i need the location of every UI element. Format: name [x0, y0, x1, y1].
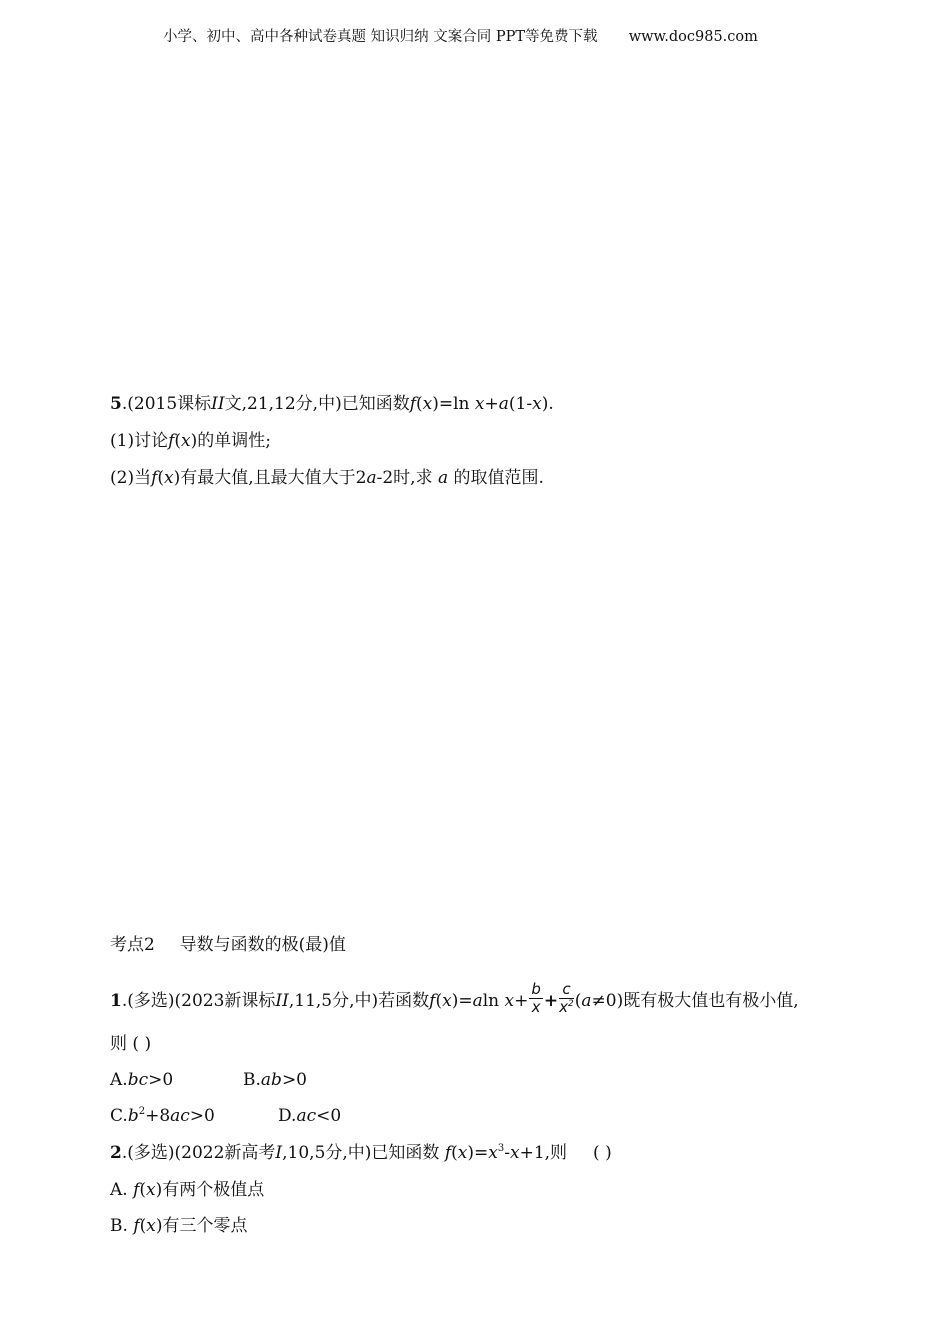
q5-x3: x: [532, 394, 542, 414]
q1-option-a-label: A.: [110, 1070, 128, 1090]
q1-fraction-c-over-x2: [559, 981, 574, 1016]
q5-part2: (2)当f(x)有最大值,且最大值大于2a-2时,求 a 的取值范围.: [110, 468, 544, 488]
q1-x: x: [442, 991, 452, 1011]
q2-option-a-f: f: [133, 1180, 140, 1200]
q5-eq: )=ln: [432, 394, 475, 414]
q1-source-post: ,11,5分,中)若函数: [288, 991, 430, 1011]
q5-f: f: [409, 394, 416, 414]
q1-roman: II: [275, 991, 289, 1011]
q5-x: x: [422, 394, 433, 414]
q1-cond: ≠0)既有极大值也有极小值,: [591, 991, 799, 1011]
q1-plus: +: [514, 991, 529, 1011]
q1-source: .(多选)(2023新课标: [121, 991, 276, 1011]
q1-frac1-num: b: [531, 980, 541, 998]
q5-part2-x: x: [164, 468, 174, 488]
q1-stem: 1.(多选)(2023新课标II,11,5分,中)若函数f(x)=aln x+ $\frac{b}{x}$ + $\frac{c}{x^2}$ (a≠0)既有极大值也有极小值,: [110, 980, 799, 1016]
q1-fraction-b-over-x: [529, 981, 543, 1016]
q5-part2-mid2: -2时,求: [376, 468, 433, 488]
q1-option-c: [110, 1108, 215, 1125]
q5-part1-f: f: [168, 431, 175, 451]
q1-frac1-den: x: [531, 998, 541, 1016]
q2-option-b-text: )有三个零点: [155, 1216, 248, 1236]
q5-part1-pre: (1)讨论: [110, 431, 169, 451]
q2-option-a-label: A.: [110, 1180, 128, 1200]
q2-tail: +1,则: [519, 1143, 568, 1163]
q1-option-b: [243, 1072, 307, 1089]
q1-option-c-label: C.: [110, 1106, 128, 1126]
q5-x2: x: [474, 394, 485, 414]
q2-option-b-x: x: [146, 1216, 156, 1236]
q2-sup: 3: [497, 1143, 505, 1154]
q1-option-b-expr: ab: [260, 1070, 282, 1090]
q1-frac2-den-x: x: [559, 998, 569, 1016]
q1-option-a-tail: >0: [148, 1070, 174, 1090]
q1-option-b-tail: >0: [281, 1070, 307, 1090]
q5-source-post: 文,21,12分,中)已知函数: [224, 394, 410, 414]
q2-source-post: ,10,5分,中)已知函数: [282, 1143, 440, 1163]
q2-number: 2: [110, 1143, 122, 1163]
q5-a: a: [498, 394, 509, 414]
q1-option-c-ac: ac: [170, 1106, 190, 1126]
section-label: 考点2: [110, 935, 155, 955]
q1-option-d-tail: <0: [316, 1106, 342, 1126]
q5-part1-post: )的单调性;: [190, 431, 271, 451]
q2-f: f: [444, 1143, 452, 1163]
q5-part2-post: 的取值范围.: [453, 468, 544, 488]
q1-plus2: +: [543, 991, 559, 1011]
q1-option-c-b: b: [127, 1106, 139, 1126]
q2-source: .(多选)(2022新高考: [121, 1143, 276, 1163]
header-text: 小学、初中、高中各种试卷真题 知识归纳 文案合同 PPT等免费下载: [163, 29, 598, 45]
q5-part1-x: x: [181, 431, 191, 451]
q1-f: f: [429, 991, 436, 1011]
q1-x2: x: [504, 991, 515, 1011]
q1-option-b-label: B.: [243, 1070, 261, 1090]
q2-minus: -: [504, 1143, 510, 1163]
q1-option-a-expr: bc: [127, 1070, 149, 1090]
q2-option-a: A. f(x)有两个极值点: [110, 1180, 265, 1200]
q5-part2-a: a: [366, 468, 377, 488]
q1-ln: ln: [482, 991, 505, 1011]
q2-option-a-x: x: [146, 1180, 156, 1200]
q2-option-b-f: f: [133, 1216, 140, 1236]
q1-number: 1: [110, 991, 122, 1011]
q1-option-d-expr: ac: [296, 1106, 317, 1126]
q1-frac2-den-sup: 2: [568, 999, 574, 1009]
section-heading: [110, 937, 346, 954]
q1-option-c-sup: 2: [138, 1106, 146, 1117]
header-banner: [163, 30, 758, 45]
q5-stem: 5.(2015课标II文,21,12分,中)已知函数f(x)=ln x+a(1-x).: [110, 394, 554, 414]
q5-number: 5: [110, 394, 122, 414]
q5-part2-pre: (2)当: [110, 468, 152, 488]
q1-option-c-mid: +8: [145, 1106, 171, 1126]
q1-cond-a: a: [581, 991, 592, 1011]
q2-option-a-text: )有两个极值点: [155, 1180, 265, 1200]
q5-tail: (1-: [508, 394, 533, 414]
q2-option-b: B. f(x)有三个零点: [110, 1216, 248, 1236]
q2-answer-blank: ( ): [593, 1143, 612, 1163]
q5-part2-a2: a: [438, 468, 449, 488]
q1-option-a: [110, 1072, 173, 1089]
q5-plus: +: [484, 394, 499, 414]
q1-option-d-label: D.: [278, 1106, 297, 1126]
header-site-link[interactable]: www.doc985.com: [628, 29, 758, 45]
q1-frac2-den: [559, 999, 574, 1016]
q1-answer-blank: 则 ( ): [110, 1034, 152, 1054]
q2-roman: I: [275, 1143, 283, 1163]
q5-end: ).: [541, 394, 554, 414]
q5-part2-f: f: [151, 468, 158, 488]
q1-option-d: [278, 1108, 341, 1125]
q1-option-c-tail: >0: [189, 1106, 215, 1126]
q5-part2-mid: )有最大值,且最大值大于2: [173, 468, 367, 488]
q2-x3: x: [509, 1143, 520, 1163]
q1-frac2-num: c: [559, 981, 574, 999]
q1-eq: )=: [451, 991, 473, 1011]
q2-eq: )=: [467, 1143, 489, 1163]
q1-a: a: [472, 991, 483, 1011]
q5-source: .(2015课标: [121, 394, 212, 414]
q2-x: x: [457, 1143, 468, 1163]
q5-part1: (1)讨论f(x)的单调性;: [110, 431, 271, 451]
q2-option-b-label: B.: [110, 1216, 128, 1236]
q2-stem: 2.(多选)(2022新高考I,10,5分,中)已知函数 $f(x)=x^3-x+1$,则 ( ): [110, 1143, 612, 1163]
q5-roman: II: [211, 394, 225, 414]
section-title: 导数与函数的极(最)值: [179, 935, 346, 955]
q2-x2: x: [488, 1143, 498, 1163]
